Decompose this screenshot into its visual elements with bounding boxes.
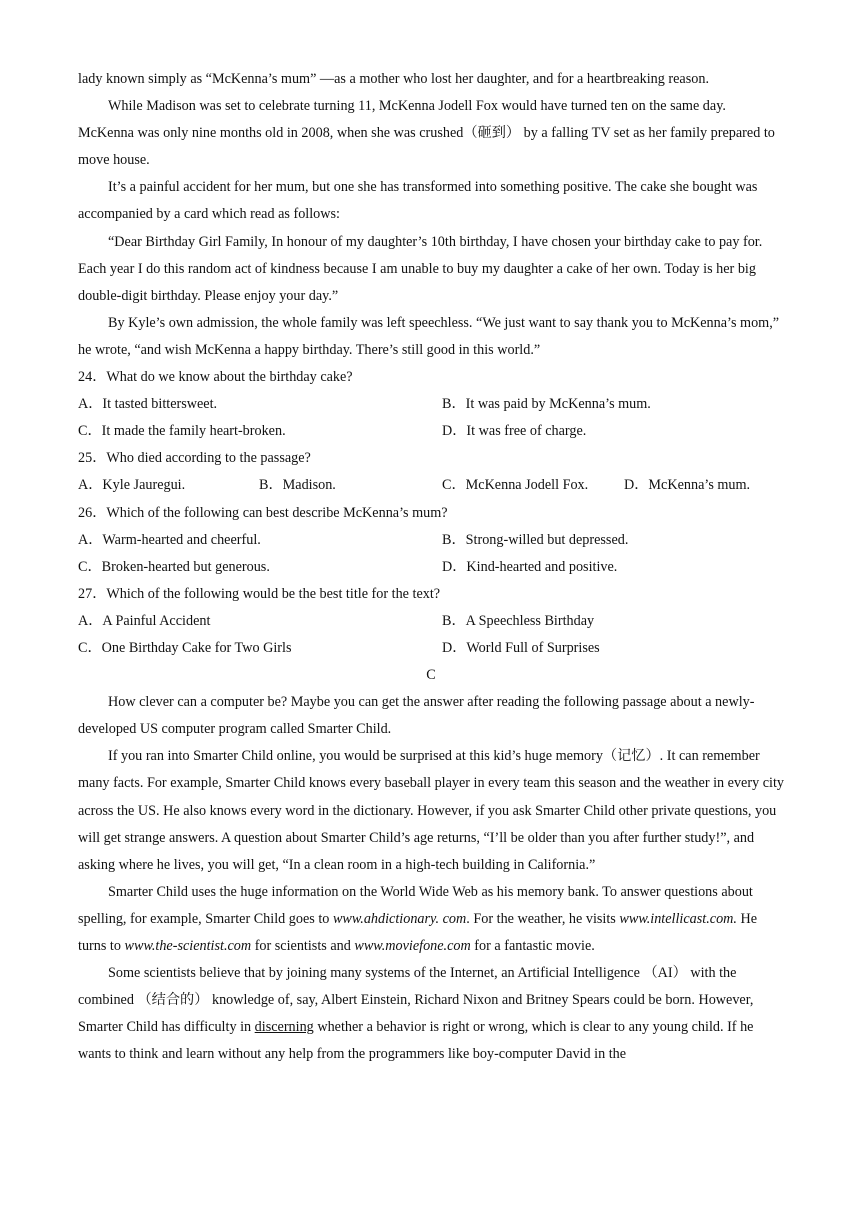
question-25-option-b: B．Madison. [259, 477, 336, 494]
p4-text-1: Some scientists believe that by joining many systems of the Internet, an Artificial Intelligence （AI） with the combined （结合的） knowledge of, say, Albert Einstein, Richard Nixon and Britney Spears could be born. However, Smarter Child has difficulty in [78, 965, 754, 1036]
passage-b-paragraph-1: While Madison was set to celebrate turning 11, McKenna Jodell Fox would have turned ten on the same day. McKenna was only nine months old in 2008, when she was crushed（砸到） by a falling TV set as her family prepared to move house. [78, 98, 775, 169]
document-page [78, 66, 784, 1068]
question-26-options-row-1 [78, 527, 784, 554]
question-24-option-b: B．It was paid by McKenna’s mum. [442, 396, 651, 413]
question-27-options-row-1 [78, 608, 784, 635]
question-26-stem: 26．Which of the following can best describe McKenna’s mum? [78, 504, 448, 521]
question-26-option-a: A．Warm-hearted and cheerful. [78, 531, 261, 548]
p3-text-4: for scientists and [251, 938, 355, 954]
question-27-stem: 27．Which of the following would be the best title for the text? [78, 585, 441, 602]
passage-b-paragraph-3: “Dear Birthday Girl Family, In honour of my daughter’s 10th birthday, I have chosen your birthday cake to pay for. Each year I do this random act of kindness because I am unable to buy my daughter a cake of her own. Today is her big double-digit birthday. Please enjoy your day.” [78, 233, 763, 304]
p3-text-1: Smarter Child uses the huge information on the World Wide Web as his memory bank. To answer questions about spelling, for example, Smarter Child goes to [78, 883, 753, 927]
question-25-stem: 25．Who died according to the passage? [78, 450, 311, 467]
question-27-option-d: D．World Full of Surprises [442, 639, 600, 656]
section-c-heading: C [426, 667, 436, 684]
question-24-options-row-1 [78, 391, 784, 418]
url-moviefone: www.moviefone.com [354, 938, 471, 954]
passage-b-paragraph-0: lady known simply as “McKenna’s mum” —as a mother who lost her daughter, and for a heartbreaking reason. [78, 71, 709, 87]
question-26-options-row-2 [78, 554, 784, 581]
url-the-scientist: www.the-scientist.com [124, 938, 252, 954]
question-24-options-row-2 [78, 418, 784, 445]
question-25-option-c: C．McKenna Jodell Fox. [442, 477, 589, 494]
p3-text-3: He turns to [78, 910, 758, 954]
question-27-option-c: C．One Birthday Cake for Two Girls [78, 639, 292, 656]
question-24-option-c: C．It made the family heart-broken. [78, 423, 286, 440]
url-ahdictionary: www.ahdictionary. com [332, 910, 467, 927]
section-c-paragraph-4 [78, 960, 784, 1068]
question-27-options-row-2 [78, 635, 784, 662]
question-27-option-a: A．A Painful Accident [78, 612, 211, 629]
question-24-stem: 24．What do we know about the birthday cake? [78, 369, 353, 386]
passage-b-paragraph-4: By Kyle’s own admission, the whole family was left speechless. “We just want to say thank you to McKenna’s mom,” he wrote, “and wish McKenna a happy birthday. There’s still good in this world.” [78, 314, 780, 358]
question-26-option-b: B．Strong-willed but depressed. [442, 531, 629, 548]
question-26-option-c: C．Broken-hearted but generous. [78, 558, 270, 575]
section-c-paragraph-3 [78, 879, 784, 960]
question-27-option-b: B．A Speechless Birthday [442, 612, 595, 629]
p3-text-5: for a fantastic movie. [470, 938, 595, 954]
section-c-paragraph-2: If you ran into Smarter Child online, you would be surprised at this kid’s huge memory（记忆）. It can remember many facts. For example, Smarter Child knows every baseball player in every team this season and the weather in every city across the US. He also knows every word in the dictionary. However, if you ask Smarter Child other private questions, you will get strange answers. A question about Smarter Child’s age returns, “I’ll be older than you after further study!”, and asking where he lives, you will get, “In a clean room in a high-tech building in California.” [78, 748, 784, 873]
question-26-option-d: D．Kind-hearted and positive. [442, 558, 618, 575]
underlined-word: discerning [254, 1019, 314, 1036]
question-24-option-a: A．It tasted bittersweet. [78, 396, 218, 413]
p4-text-2: whether a behavior is right or wrong, which is clear to any young child. If he wants to think and learn without any help from the programmers like boy-computer David in the [78, 1019, 754, 1063]
question-25-options-row [78, 472, 784, 499]
section-c-paragraph-1: How clever can a computer be? Maybe you can get the answer after reading the following passage about a newly-developed US computer program called Smarter Child. [78, 694, 755, 738]
url-intellicast: www.intellicast.com. [619, 910, 737, 927]
question-25-option-a: A．Kyle Jauregui. [78, 477, 186, 494]
passage-b-paragraph-2: It’s a painful accident for her mum, but one she has transformed into something positive. The cake she bought was accompanied by a card which read as follows: [78, 179, 758, 223]
question-24-option-d: D．It was free of charge. [442, 423, 587, 440]
question-25-option-d: D．McKenna’s mum. [624, 477, 751, 494]
p3-text-2: . For the weather, he visits [466, 910, 620, 927]
